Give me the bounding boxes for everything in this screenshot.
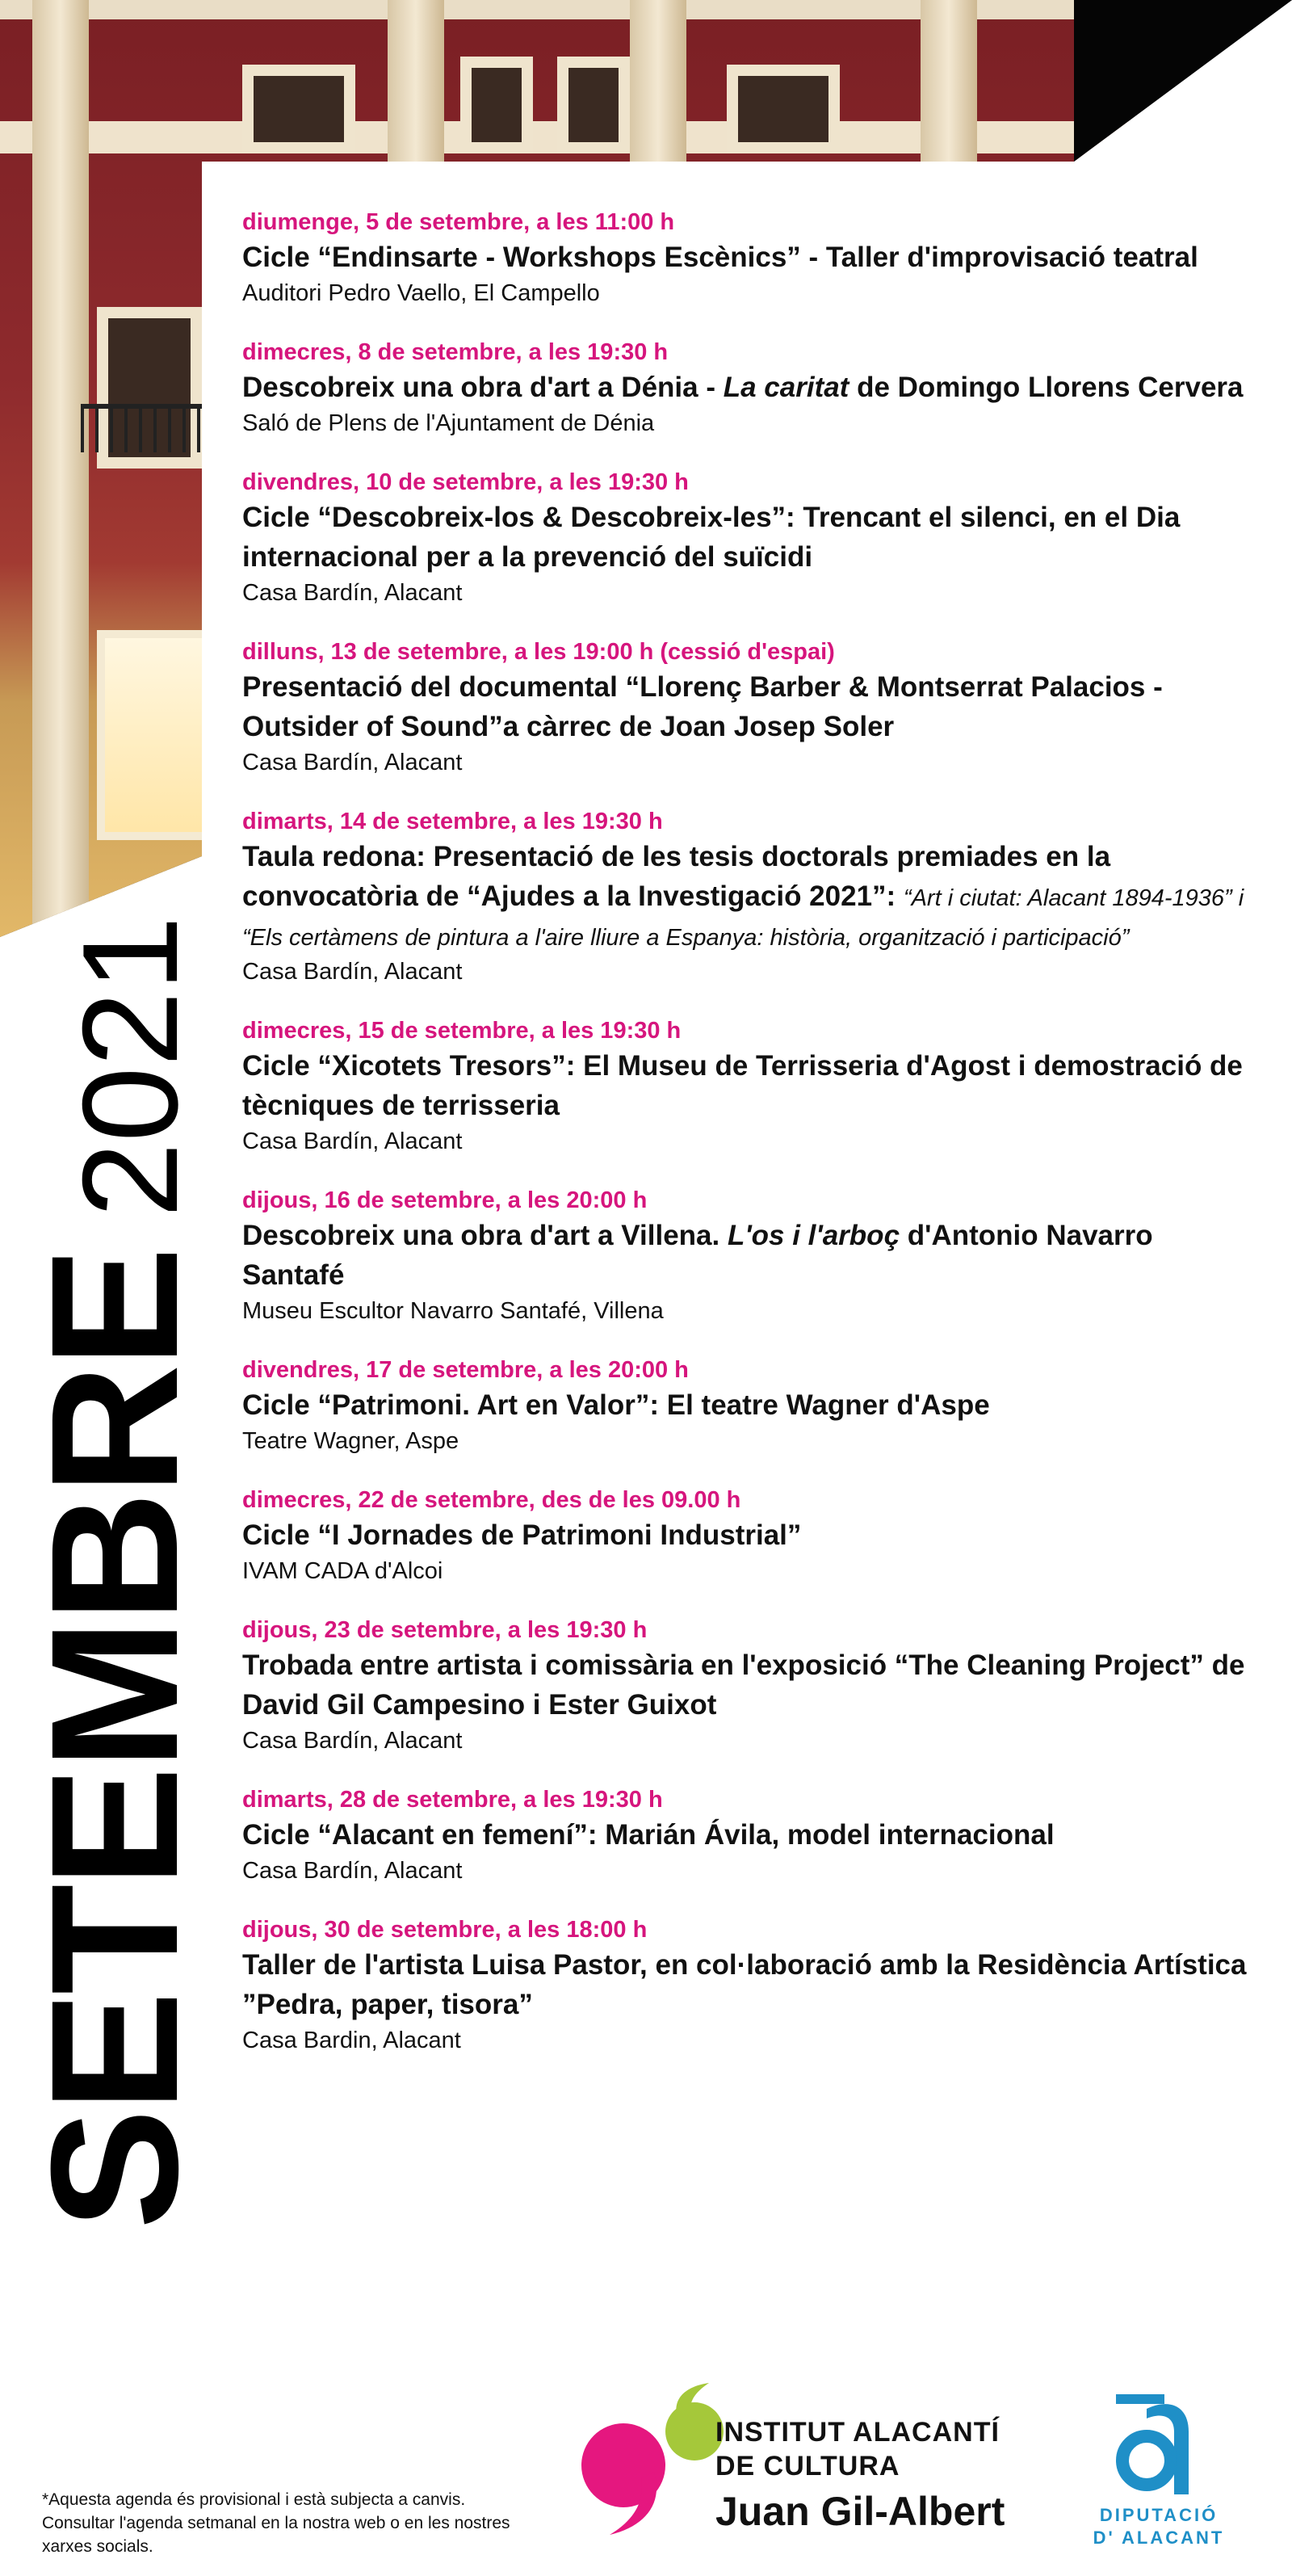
event-title: Cicle “Endinsarte - Workshops Escènics” - Taller d'improvisació teatral	[242, 242, 1198, 273]
night-sky	[1074, 0, 1292, 162]
event-title: Taller de l'artista Luisa Pastor, en col·laboració amb la Residència Artística ”Pedra, paper, tisora”	[242, 1949, 1247, 2020]
diputacio-logo-icon	[1114, 2391, 1203, 2496]
event-title	[242, 837, 1252, 956]
year: 2021	[54, 915, 206, 1218]
event-title-text: de Domingo Llorens Cervera	[849, 372, 1244, 403]
event-place: Casa Bardin, Alacant	[242, 2028, 461, 2053]
event-title	[242, 1216, 1252, 1295]
month-name: SETEMBRE	[14, 1250, 216, 2229]
event-item	[242, 1015, 1252, 1158]
event-title: Cicle “Alacant en femení”: Marián Ávila, model internacional	[242, 1819, 1055, 1851]
institute-logo-icon	[573, 2383, 727, 2536]
event-date: dijous, 16 de setembre, a les 20:00 h	[242, 1187, 648, 1213]
event-list	[242, 207, 1252, 2084]
event-item	[242, 1914, 1252, 2057]
institute-line: INSTITUT ALACANTÍ	[715, 2417, 1000, 2448]
event-place: Auditori Pedro Vaello, El Campello	[242, 280, 600, 306]
event-title: Cicle “I Jornades de Patrimoni Industrial”	[242, 1519, 802, 1551]
event-item	[242, 637, 1252, 779]
event-item	[242, 806, 1252, 988]
event-item	[242, 1784, 1252, 1887]
event-title: Cicle “Xicotets Tresors”: El Museu de Terrisseria d'Agost i demostració de tècniques de terrisseria	[242, 1050, 1243, 1121]
event-title-text: Taula redona: Presentació de les tesis doctorals premiades en la convocatòria de “Ajudes a la Investigació 2021”:	[242, 841, 1111, 912]
event-title: Trobada entre artista i comissària en l'exposició “The Cleaning Project” de David Gil Campesino i Ester Guixot	[242, 1649, 1245, 1721]
diputacio-line: D' ALACANT	[1093, 2528, 1225, 2548]
event-place: Casa Bardín, Alacant	[242, 1858, 463, 1884]
institute-name: Juan Gil-Albert	[715, 2489, 1005, 2534]
artwork-title: L'os i l'arboç	[727, 1220, 900, 1251]
event-date: dimecres, 15 de setembre, a les 19:30 h	[242, 1018, 682, 1044]
event-item	[242, 1355, 1252, 1457]
window	[460, 57, 533, 153]
event-item	[242, 1185, 1252, 1327]
event-place: Casa Bardín, Alacant	[242, 750, 463, 775]
event-item	[242, 467, 1252, 609]
event-date: dimecres, 22 de setembre, des de les 09.00 h	[242, 1487, 741, 1513]
event-place: Casa Bardín, Alacant	[242, 1728, 463, 1754]
event-place: Casa Bardín, Alacant	[242, 580, 463, 606]
event-place: Casa Bardín, Alacant	[242, 959, 463, 985]
disclaimer: *Aquesta agenda és provisional i està subjecta a canvis. Consultar l'agenda setmanal en la nostra web o en les nostres xarxes socials.	[42, 2490, 510, 2556]
logo-letter-a	[1122, 2436, 1171, 2485]
logo-bar	[1116, 2394, 1164, 2404]
institute-title	[715, 2415, 1000, 2483]
event-item	[242, 207, 1252, 309]
event-title-text: Descobreix una obra d'art a Dénia -	[242, 372, 724, 403]
event-date: dilluns, 13 de setembre, a les 19:00 h (cessió d'espai)	[242, 639, 835, 665]
window	[727, 65, 840, 153]
event-date: dimecres, 8 de setembre, a les 19:30 h	[242, 339, 669, 365]
event-place: IVAM CADA d'Alcoi	[242, 1558, 443, 1584]
event-title	[242, 368, 1252, 407]
event-place: Casa Bardín, Alacant	[242, 1128, 463, 1154]
event-place: Museu Escultor Navarro Santafé, Villena	[242, 1298, 664, 1324]
month-title	[14, 915, 216, 2229]
window	[242, 65, 355, 153]
event-title: Cicle “Patrimoni. Art en Valor”: El teatre Wagner d'Aspe	[242, 1389, 990, 1421]
diputacio-line: DIPUTACIÓ	[1099, 2505, 1219, 2525]
event-item	[242, 337, 1252, 439]
event-date: diumenge, 5 de setembre, a les 11:00 h	[242, 209, 675, 235]
pilaster	[32, 0, 89, 937]
event-place: Saló de Plens de l'Ajuntament de Dénia	[242, 410, 655, 436]
institute-line: DE CULTURA	[715, 2451, 900, 2481]
lit-window	[97, 630, 210, 840]
balcony-railing	[81, 404, 210, 452]
event-item	[242, 1485, 1252, 1587]
event-title-text: Descobreix una obra d'art a Villena.	[242, 1220, 728, 1251]
event-date: dimarts, 14 de setembre, a les 19:30 h	[242, 809, 663, 834]
event-title: Presentació del documental “Llorenç Barber & Montserrat Palacios - Outsider of Sound”a càrrec de Joan Josep Soler	[242, 671, 1163, 742]
event-title: Cicle “Descobreix-los & Descobreix-les”: Trencant el silenci, en el Dia internacional per a la prevenció del suïcidi	[242, 502, 1181, 573]
window	[557, 57, 630, 153]
event-date: dijous, 23 de setembre, a les 19:30 h	[242, 1617, 648, 1643]
event-date: dimarts, 28 de setembre, a les 19:30 h	[242, 1787, 663, 1813]
artwork-title: La caritat	[723, 372, 849, 403]
event-note: “Art i ciutat: Alacant 1894-1936” i “Els certàmens de pintura a l'aire lliure a Espanya: història, organització i participació”	[242, 885, 1244, 951]
event-place: Teatre Wagner, Aspe	[242, 1428, 459, 1454]
event-title-text: d'Antonio Navarro Santafé	[242, 1220, 1153, 1291]
event-date: divendres, 17 de setembre, a les 20:00 h	[242, 1357, 689, 1383]
event-item	[242, 1615, 1252, 1757]
diputacio-text	[1082, 2504, 1235, 2549]
event-date: dijous, 30 de setembre, a les 18:00 h	[242, 1917, 648, 1943]
event-date: divendres, 10 de setembre, a les 19:30 h	[242, 469, 689, 495]
